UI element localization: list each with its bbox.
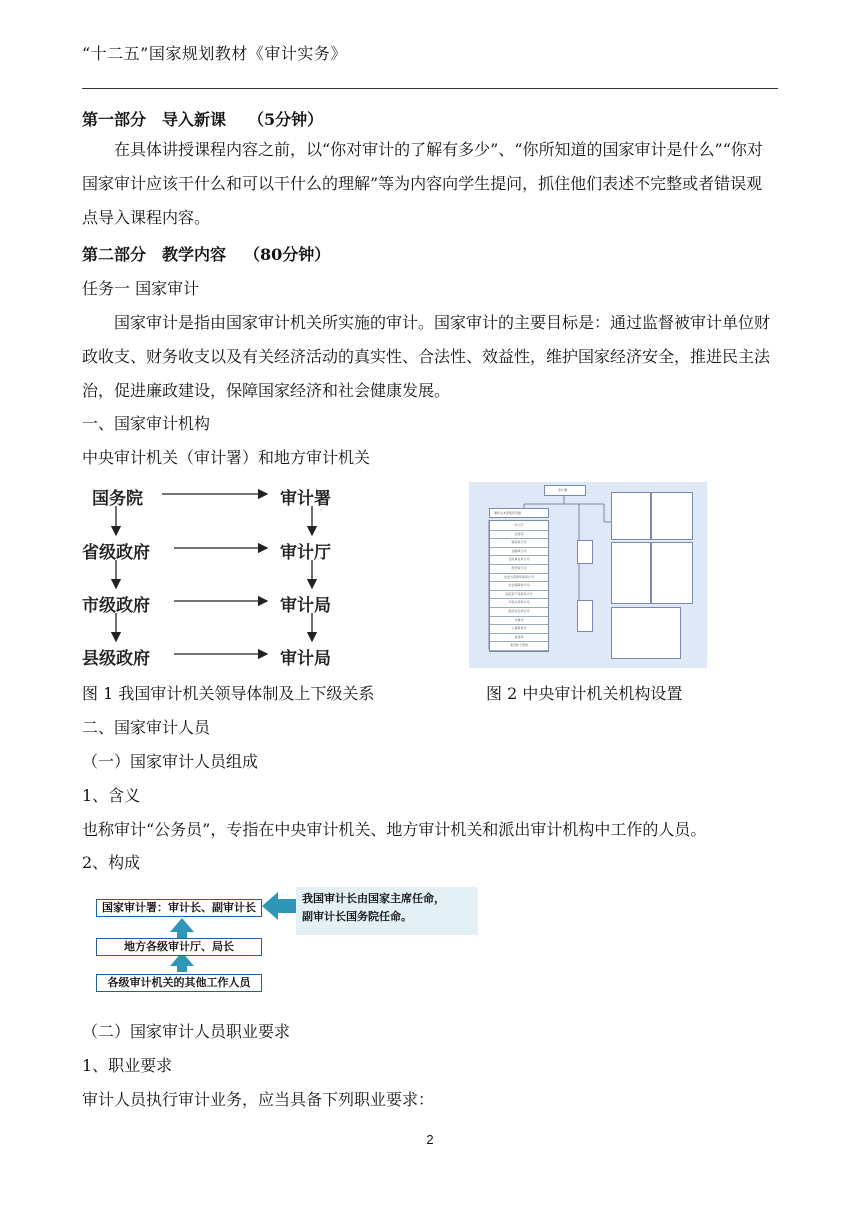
fig3-box-national: 国家审计署：审计长、副审计长 (96, 899, 262, 917)
part2-heading (82, 245, 330, 265)
org-top-label: 审计署 (558, 488, 568, 492)
section2-heading: 二、国家审计人员 (82, 718, 211, 737)
fig3-box-staff: 各级审计机关的其他工作人员 (96, 974, 262, 992)
part1-title: 第一部分 导入新课 (82, 110, 227, 129)
task1-text: 国家审计是指由国家审计机关所实施的审计。国家审计的主要目标是：通过监督被审计单位财政收支、财务收支以及有关经济活动的真实性、合法性、效益性，维护国家经济安全，推进民主法治，促进廉政建设，保障国家经济和社会健康发展。 (82, 313, 771, 400)
sub2-heading: （二）国家审计人员职业要求 (82, 1022, 291, 1041)
figure-2-org-chart (469, 482, 707, 668)
org-left-item: 外资运用审计司 (490, 598, 548, 608)
item3-heading: 1、职业要求 (82, 1056, 173, 1075)
fig3-box-local: 地方各级审计厅、局长 (96, 938, 262, 956)
node-state-council: 国务院 (92, 489, 143, 509)
org-left-item: 行政事业审计司 (490, 555, 548, 565)
figure-2-caption: 图 2 中央审计机关机构设置 (486, 684, 683, 703)
org-left-item: 经贸审计司 (490, 564, 548, 574)
org-left-item: 监察局 (490, 633, 548, 643)
part1-duration: （5分钟） (248, 110, 324, 129)
org-left-item: 人事教育司 (490, 624, 548, 634)
running-header: “十二五”国家规划教材《审计实务》 (82, 44, 347, 63)
item2-heading: 2、构成 (82, 853, 141, 872)
org-left-item: 农业与资源环保审计司 (490, 573, 548, 583)
org-mid-label-box (577, 540, 593, 564)
org-left-item: 离退休干部局 (490, 641, 548, 651)
header-rule (82, 88, 778, 89)
task1-heading: 任务一 国家审计 (82, 279, 200, 298)
item1-text: 也称审计“公务员”，专指在中央审计机关、地方审计机关和派出审计机构中工作的人员。 (82, 820, 707, 839)
org-top-box (544, 485, 586, 496)
figure-1-diagram (82, 480, 337, 670)
org-left-item: 财政审计司 (490, 538, 548, 548)
org-left-item: 外事司 (490, 616, 548, 626)
org-low-label-box (577, 600, 593, 632)
section1-heading: 一、国家审计机构 (82, 414, 211, 433)
figure-3-composition (82, 882, 482, 997)
org-left-item: 金融审计司 (490, 547, 548, 557)
fig3-note (296, 887, 478, 935)
task1-paragraph (82, 306, 778, 408)
org-right-top-b (651, 492, 693, 540)
part1-heading (82, 110, 323, 130)
node-audit-office: 审计署 (280, 489, 331, 509)
section1-subheading: 中央审计机关（审计署）和地方审计机关 (82, 448, 371, 467)
org-left-list (489, 520, 549, 652)
org-left-item: 固定资产投资审计司 (490, 590, 548, 600)
part2-duration: （80分钟） (244, 245, 331, 264)
item1-heading: 1、含义 (82, 786, 141, 805)
org-right-mid-b (651, 542, 693, 604)
node-city-gov: 市级政府 (82, 596, 150, 616)
part1-text: 在具体讲授课程内容之前，以“你对审计的了解有多少”、“你所知道的国家审计是什么”“你对国家审计应该干什么和可以干什么的理解”等为内容向学生提问，抓住他们表述不完整或者错误观点导入课程内容。 (82, 140, 763, 227)
org-right-mid-a (611, 542, 651, 604)
fig3-note-line1: 我国审计长由国家主席任命， (302, 892, 445, 905)
org-left-head (489, 508, 549, 518)
org-right-top-a (611, 492, 651, 540)
org-right-low (611, 607, 681, 659)
org-left-item: 社会保障审计司 (490, 581, 548, 591)
node-provincial-gov: 省级政府 (82, 543, 150, 563)
page-number: 2 (426, 1132, 434, 1147)
fig3-note-line2: 副审计长国务院任命。 (302, 910, 412, 923)
figure-1-caption: 图 1 我国审计机关领导体制及上下级关系 (82, 684, 375, 703)
org-left-item: 法规司 (490, 530, 548, 540)
org-left-item: 办公厅 (490, 521, 548, 531)
org-left-head-label: 署机关本部组织设置 (494, 511, 522, 515)
node-audit-department: 审计厅 (280, 543, 331, 563)
item3-text: 审计人员执行审计业务，应当具备下列职业要求： (82, 1090, 435, 1109)
node-audit-bureau-city: 审计局 (280, 596, 331, 616)
part1-paragraph (82, 133, 778, 235)
sub1-heading: （一）国家审计人员组成 (82, 752, 259, 771)
part2-title: 第二部分 教学内容 (82, 245, 227, 264)
org-left-item: 经济责任审计司 (490, 607, 548, 617)
node-audit-bureau-county: 审计局 (280, 649, 331, 669)
node-county-gov: 县级政府 (82, 649, 150, 669)
